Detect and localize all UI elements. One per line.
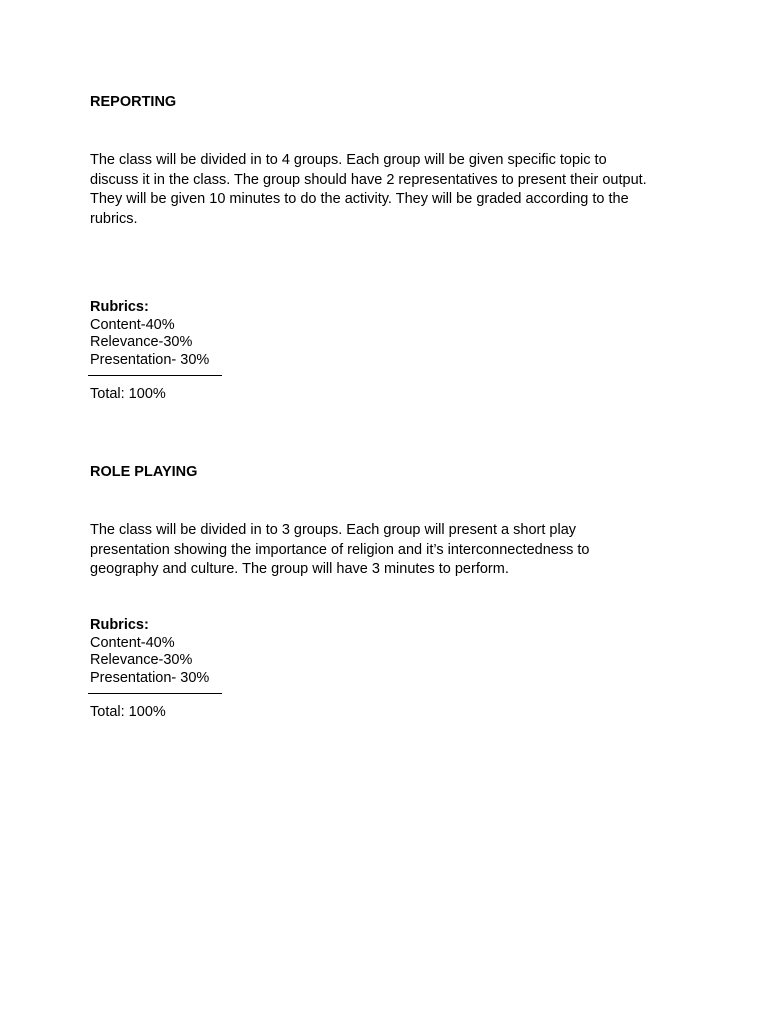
paragraph-line: discuss it in the class. The group should have 2 representatives to present their output. (90, 171, 647, 188)
section-paragraph-reporting (90, 151, 680, 229)
rubrics-title: Rubrics: (90, 299, 149, 315)
total-divider-line (88, 375, 222, 376)
rubric-item-presentation: Presentation- 30% (90, 669, 210, 686)
rubrics-total: Total: 100% (90, 704, 166, 720)
paragraph-line: rubrics. (90, 210, 138, 227)
rubric-item-relevance: Relevance-30% (90, 652, 193, 668)
rubrics-total: Total: 100% (90, 386, 166, 402)
total-divider-line (88, 693, 222, 694)
rubric-item-presentation: Presentation- 30% (90, 351, 210, 368)
paragraph-line: The class will be divided in to 3 groups. Each group will present a short play (90, 522, 577, 538)
paragraph-line: They will be given 10 minutes to do the activity. They will be graded according to the (90, 191, 629, 207)
rubric-item-relevance: Relevance-30% (90, 334, 193, 350)
rubrics-block-reporting (90, 299, 390, 404)
rubrics-title: Rubrics: (90, 617, 149, 633)
rubric-item-content: Content-40% (90, 316, 175, 333)
section-paragraph-role-playing (90, 521, 680, 580)
paragraph-line: presentation showing the importance of religion and it’s interconnectedness to (90, 541, 590, 558)
paragraph-line: The class will be divided in to 4 groups. Each group will be given specific topic to (90, 152, 607, 168)
rubric-item-content: Content-40% (90, 634, 175, 651)
section-heading-reporting: REPORTING (90, 94, 177, 110)
section-heading-role-playing: ROLE PLAYING (90, 464, 198, 480)
rubrics-block-role-playing (90, 617, 390, 722)
paragraph-line: geography and culture. The group will have 3 minutes to perform. (90, 561, 509, 577)
